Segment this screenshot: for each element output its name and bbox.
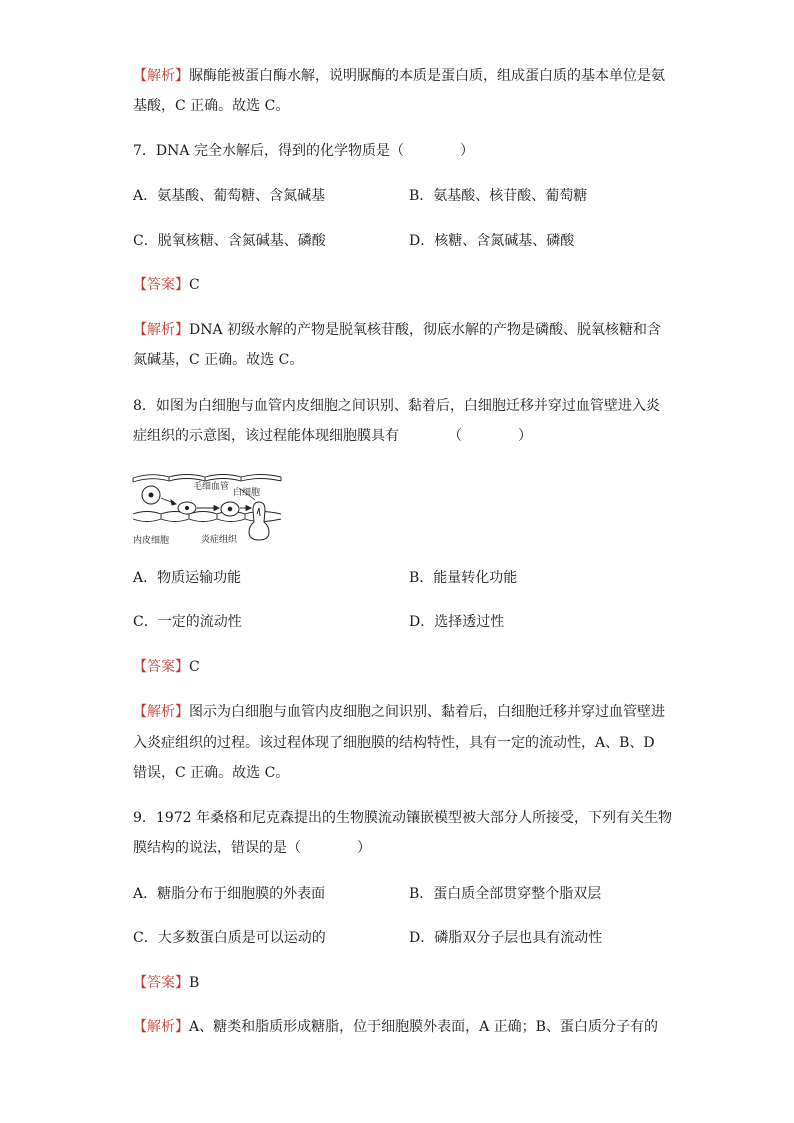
q6-analysis-line-2: 基酸，C 正确。故选 C。 xyxy=(133,98,290,114)
q8-option-d: D．选择透过性 xyxy=(409,614,505,630)
q8-stem-line-2: 症组织的示意图，该过程能体现细胞膜具有 （ ） xyxy=(133,428,532,444)
q8-option-a: A．物质运输功能 xyxy=(133,570,242,586)
analysis-tag: 【解析】 xyxy=(133,68,189,84)
answer-tag: 【答案】 xyxy=(133,975,189,991)
analysis-tag: 【解析】 xyxy=(133,322,189,338)
q6-analysis-line-1: 【解析】脲酶能被蛋白酶水解，说明脲酶的本质是蛋白质，组成蛋白质的基本单位是氨 xyxy=(133,68,665,84)
q7-option-c: C．脱氧核糖、含氮碱基、磷酸 xyxy=(133,233,326,249)
q8-analysis-line-3: 错误，C 正确。故选 C。 xyxy=(133,765,290,781)
q8-stem-line-1: 8．如图为白细胞与血管内皮细胞之间识别、黏着后，白细胞迁移并穿过血管壁进入炎 xyxy=(133,398,660,414)
leukocyte-migration-diagram xyxy=(131,470,283,546)
q9-answer: 【答案】B xyxy=(133,975,200,991)
analysis-tag: 【解析】 xyxy=(133,704,189,720)
upper-endothelium xyxy=(133,475,281,483)
q7-option-b: B．氨基酸、核苷酸、葡萄糖 xyxy=(409,188,588,204)
q8-option-c: C．一定的流动性 xyxy=(133,614,242,630)
label-leukocyte: 白细胞 xyxy=(233,488,261,498)
q9-option-c: C．大多数蛋白质是可以运动的 xyxy=(133,930,326,946)
q9-option-b: B．蛋白质全部贯穿整个脂双层 xyxy=(409,886,602,902)
q9-stem-line-2: 膜结构的说法，错误的是（ ） xyxy=(133,840,371,856)
q8-answer: 【答案】C xyxy=(133,659,200,675)
q7-option-d: D．核糖、含氮碱基、磷酸 xyxy=(409,233,575,249)
q9-analysis-line-1: 【解析】A、糖类和脂质形成糖脂，位于细胞膜外表面，A 正确；B、蛋白质分子有的 xyxy=(133,1019,658,1035)
q8-analysis-line-1: 【解析】图示为白细胞与血管内皮细胞之间识别、黏着后，白细胞迁移并穿过血管壁进 xyxy=(133,704,665,720)
label-capillary: 毛细血管 xyxy=(193,482,230,492)
q7-analysis-line-1: 【解析】DNA 初级水解的产物是脱氧核苷酸，彻底水解的产物是磷酸、脱氧核糖和含 xyxy=(133,322,662,338)
q8-option-b: B．能量转化功能 xyxy=(409,570,518,586)
label-inflamed-tissue: 炎症组织 xyxy=(201,535,238,545)
answer-tag: 【答案】 xyxy=(133,659,189,675)
q7-analysis-line-2: 氮碱基，C 正确。故选 C。 xyxy=(133,352,304,368)
answer-tag: 【答案】 xyxy=(133,277,189,293)
q9-option-a: A．糖脂分布于细胞膜的外表面 xyxy=(133,886,326,902)
q8-analysis-line-2: 入炎症组织的过程。该过程体现了细胞膜的结构特性，具有一定的流动性，A、B、D xyxy=(133,735,655,751)
q7-answer: 【答案】C xyxy=(133,277,200,293)
label-endothelial: 内皮细胞 xyxy=(133,536,170,546)
q9-option-d: D．磷脂双分子层也具有流动性 xyxy=(409,930,603,946)
q9-stem-line-1: 9．1972 年桑格和尼克森提出的生物膜流动镶嵌模型被大部分人所接受，下列有关生物 xyxy=(133,810,672,826)
analysis-tag: 【解析】 xyxy=(133,1019,189,1035)
q7-stem: 7．DNA 完全水解后，得到的化学物质是（ ） xyxy=(133,143,474,159)
q7-option-a: A．氨基酸、葡萄糖、含氮碱基 xyxy=(133,188,326,204)
